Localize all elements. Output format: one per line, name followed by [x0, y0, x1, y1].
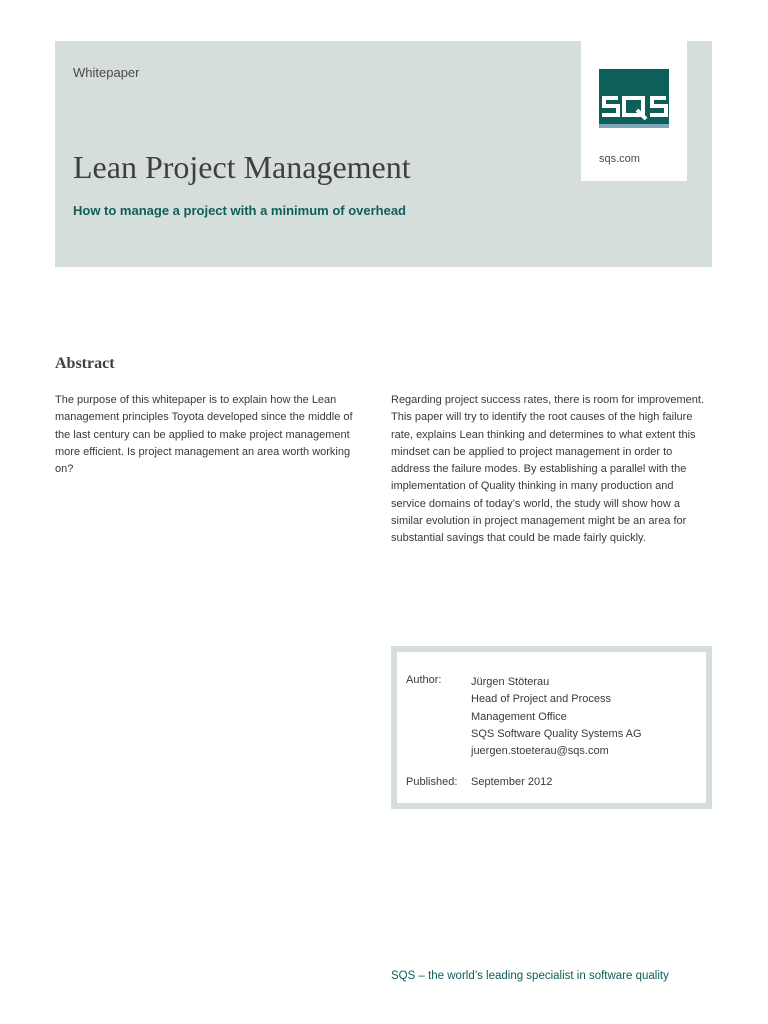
published-label: Published: — [406, 776, 458, 788]
author-title-line-2: Management Office — [471, 710, 567, 723]
page-subtitle: How to manage a project with a minimum of overhead — [73, 203, 406, 218]
abstract-right-paragraph: Regarding project success rates, there is room for improvement. This paper will try to identify the root causes of the high failure rate, explains Lean thinking and determines to what extent this mindset can be applied to project management in order to address the failure modes. By establishing a parallel with the implementation of Quality thinking in many production and service domains of today’s world, the study will show how a similar evolution in project management might be an area for substantial savings that could be made fairly quickly. — [391, 394, 705, 545]
author-row — [406, 674, 642, 760]
header-banner — [55, 41, 712, 267]
document-type: Whitepaper — [73, 65, 140, 80]
published-row — [406, 776, 552, 788]
logo-url: sqs.com — [599, 153, 640, 165]
author-details — [471, 674, 642, 760]
author-name: Jürgen Stöterau — [471, 676, 550, 688]
page-title: Lean Project Management — [73, 149, 411, 185]
abstract-heading: Abstract — [55, 355, 115, 372]
author-label: Author: — [406, 674, 442, 686]
logo-box — [581, 41, 687, 181]
footer-tagline: SQS – the world’s leading specialist in software quality — [391, 970, 669, 982]
author-title-line-1: Head of Project and Process — [471, 693, 612, 706]
sqs-logo-icon — [599, 69, 669, 131]
author-company: SQS Software Quality Systems AG — [471, 727, 642, 740]
author-email[interactable]: juergen.stoeterau@sqs.com — [471, 745, 609, 758]
abstract-left-paragraph: The purpose of this whitepaper is to explain how the Lean management principles Toyota developed since the middle of the last century can be applied to make project management more efficient. Is project management an area worth working on? — [55, 394, 353, 476]
published-date: September 2012 — [471, 776, 553, 788]
author-info-box — [391, 646, 712, 809]
